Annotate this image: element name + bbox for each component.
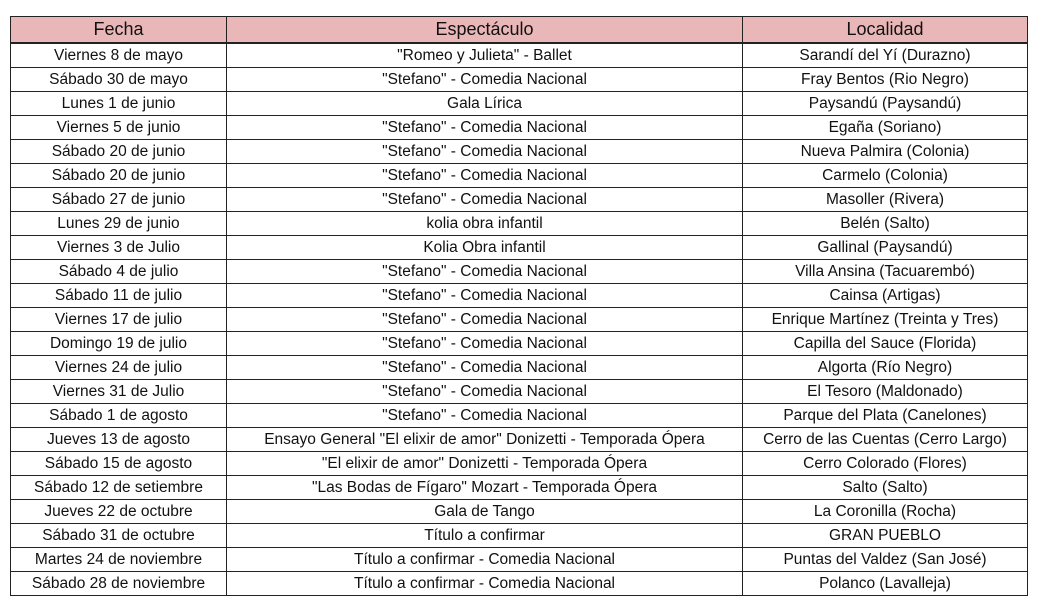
cell-localidad: Villa Ansina (Tacuarembó) [743, 260, 1028, 284]
cell-localidad: Algorta (Río Negro) [743, 356, 1028, 380]
cell-fecha: Viernes 24 de julio [11, 356, 227, 380]
cell-fecha: Domingo 19 de julio [11, 332, 227, 356]
cell-espectaculo: "Stefano" - Comedia Nacional [227, 164, 743, 188]
cell-fecha: Lunes 1 de junio [11, 92, 227, 116]
cell-espectaculo: "Romeo y Julieta" - Ballet [227, 43, 743, 68]
cell-fecha: Martes 24 de noviembre [11, 548, 227, 572]
cell-fecha: Sábado 20 de junio [11, 164, 227, 188]
table-row [11, 68, 1028, 92]
cell-localidad: La Coronilla (Rocha) [743, 500, 1028, 524]
cell-fecha: Jueves 22 de octubre [11, 500, 227, 524]
table-row [11, 524, 1028, 548]
table-row [11, 284, 1028, 308]
cell-espectaculo: "Stefano" - Comedia Nacional [227, 332, 743, 356]
cell-espectaculo: Gala de Tango [227, 500, 743, 524]
cell-espectaculo: "Stefano" - Comedia Nacional [227, 308, 743, 332]
table-row [11, 404, 1028, 428]
cell-fecha: Jueves 13 de agosto [11, 428, 227, 452]
cell-fecha: Sábado 12 de setiembre [11, 476, 227, 500]
cell-fecha: Sábado 11 de julio [11, 284, 227, 308]
cell-espectaculo: "Stefano" - Comedia Nacional [227, 116, 743, 140]
cell-localidad: Puntas del Valdez (San José) [743, 548, 1028, 572]
cell-espectaculo: "Las Bodas de Fígaro" Mozart - Temporada Ópera [227, 476, 743, 500]
cell-localidad: Cainsa (Artigas) [743, 284, 1028, 308]
table-row [11, 92, 1028, 116]
cell-localidad: Cerro de las Cuentas (Cerro Largo) [743, 428, 1028, 452]
cell-espectaculo: "Stefano" - Comedia Nacional [227, 260, 743, 284]
cell-localidad: Fray Bentos (Rio Negro) [743, 68, 1028, 92]
cell-localidad: GRAN PUEBLO [743, 524, 1028, 548]
cell-espectaculo: "Stefano" - Comedia Nacional [227, 140, 743, 164]
cell-espectaculo: "Stefano" - Comedia Nacional [227, 284, 743, 308]
schedule-table [10, 16, 1028, 596]
table-row [11, 212, 1028, 236]
cell-localidad: Egaña (Soriano) [743, 116, 1028, 140]
header-espectaculo: Espectáculo [227, 17, 743, 44]
cell-localidad: El Tesoro (Maldonado) [743, 380, 1028, 404]
table-row [11, 116, 1028, 140]
cell-espectaculo: Ensayo General "El elixir de amor" Donizetti - Temporada Ópera [227, 428, 743, 452]
cell-localidad: Belén (Salto) [743, 212, 1028, 236]
cell-espectaculo: Gala Lírica [227, 92, 743, 116]
cell-localidad: Capilla del Sauce (Florida) [743, 332, 1028, 356]
table-row [11, 164, 1028, 188]
cell-espectaculo: Kolia Obra infantil [227, 236, 743, 260]
cell-fecha: Viernes 3 de Julio [11, 236, 227, 260]
table-row [11, 188, 1028, 212]
cell-espectaculo: Título a confirmar [227, 524, 743, 548]
cell-espectaculo: kolia obra infantil [227, 212, 743, 236]
cell-localidad: Polanco (Lavalleja) [743, 572, 1028, 596]
cell-espectaculo: "Stefano" - Comedia Nacional [227, 188, 743, 212]
cell-espectaculo: "El elixir de amor" Donizetti - Temporada Ópera [227, 452, 743, 476]
cell-fecha: Sábado 27 de junio [11, 188, 227, 212]
cell-fecha: Sábado 28 de noviembre [11, 572, 227, 596]
cell-espectaculo: Título a confirmar - Comedia Nacional [227, 548, 743, 572]
cell-localidad: Enrique Martínez (Treinta y Tres) [743, 308, 1028, 332]
table-row [11, 428, 1028, 452]
table-row [11, 332, 1028, 356]
cell-localidad: Cerro Colorado (Flores) [743, 452, 1028, 476]
table-row [11, 476, 1028, 500]
table-row [11, 308, 1028, 332]
cell-fecha: Lunes 29 de junio [11, 212, 227, 236]
cell-espectaculo: "Stefano" - Comedia Nacional [227, 68, 743, 92]
cell-espectaculo: "Stefano" - Comedia Nacional [227, 404, 743, 428]
table-row [11, 500, 1028, 524]
table-row [11, 236, 1028, 260]
cell-localidad: Gallinal (Paysandú) [743, 236, 1028, 260]
cell-localidad: Sarandí del Yí (Durazno) [743, 43, 1028, 68]
table-row [11, 260, 1028, 284]
table-row [11, 140, 1028, 164]
cell-localidad: Carmelo (Colonia) [743, 164, 1028, 188]
table-body [11, 43, 1028, 596]
cell-fecha: Viernes 17 de julio [11, 308, 227, 332]
cell-espectaculo: Título a confirmar - Comedia Nacional [227, 572, 743, 596]
table-row [11, 452, 1028, 476]
cell-fecha: Viernes 8 de mayo [11, 43, 227, 68]
cell-espectaculo: "Stefano" - Comedia Nacional [227, 380, 743, 404]
cell-localidad: Masoller (Rivera) [743, 188, 1028, 212]
cell-fecha: Sábado 4 de julio [11, 260, 227, 284]
cell-localidad: Parque del Plata (Canelones) [743, 404, 1028, 428]
cell-fecha: Sábado 31 de octubre [11, 524, 227, 548]
table-row [11, 380, 1028, 404]
cell-localidad: Paysandú (Paysandú) [743, 92, 1028, 116]
cell-fecha: Sábado 20 de junio [11, 140, 227, 164]
cell-fecha: Sábado 15 de agosto [11, 452, 227, 476]
cell-localidad: Nueva Palmira (Colonia) [743, 140, 1028, 164]
header-localidad: Localidad [743, 17, 1028, 44]
cell-fecha: Viernes 5 de junio [11, 116, 227, 140]
header-fecha: Fecha [11, 17, 227, 44]
header-row [11, 17, 1028, 44]
cell-fecha: Sábado 1 de agosto [11, 404, 227, 428]
cell-fecha: Viernes 31 de Julio [11, 380, 227, 404]
cell-espectaculo: "Stefano" - Comedia Nacional [227, 356, 743, 380]
cell-fecha: Sábado 30 de mayo [11, 68, 227, 92]
cell-localidad: Salto (Salto) [743, 476, 1028, 500]
table-row [11, 572, 1028, 596]
table-row [11, 548, 1028, 572]
table-row [11, 356, 1028, 380]
table-row [11, 43, 1028, 68]
